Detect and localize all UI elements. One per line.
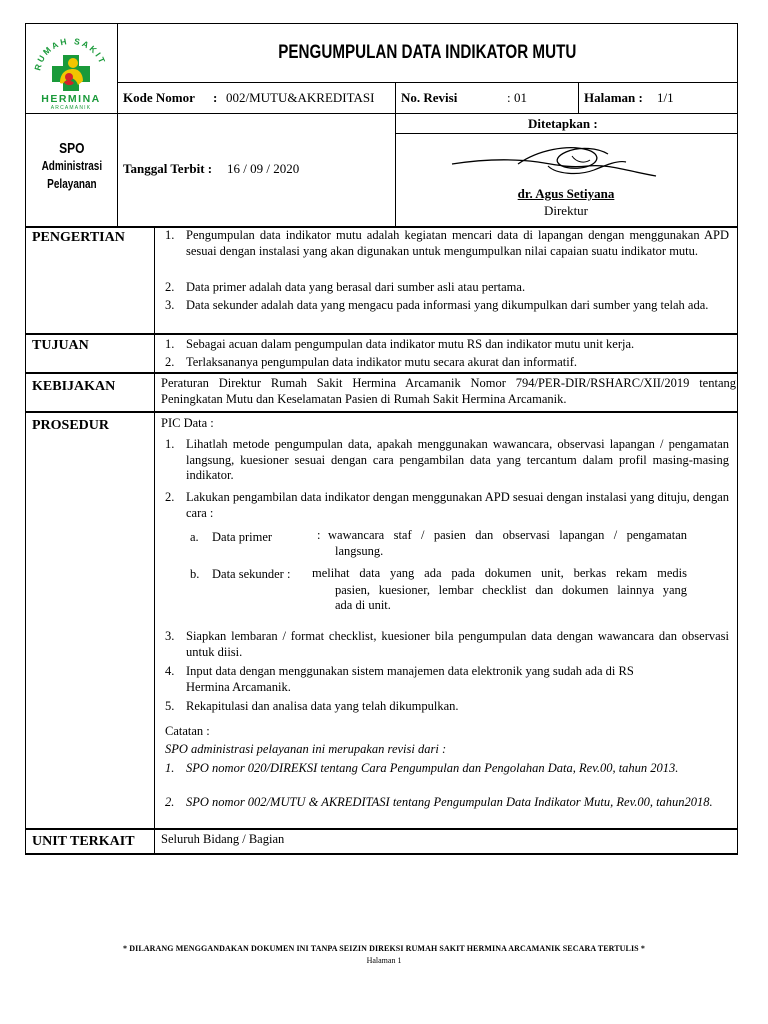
spo-sub-2: Pelayanan bbox=[46, 177, 97, 191]
prosedur-step-3: Siapkan lembaran / format checklist, kuesioner bila pengumpulan data dengan wawancara dan observasi untuk diisi. bbox=[186, 629, 729, 659]
pengertian-item-1: Pengumpulan data indikator mutu adalah kegiatan mencari data di lapangan dengan menggunakan APD sesuai dengan instalasi yang akan digunakan untuk mengumpulkan nilai capaian suatu indikator mutu. bbox=[186, 228, 729, 258]
revisi-value: 01 bbox=[514, 90, 527, 105]
signer-name: dr. Agus Setiyana bbox=[517, 186, 615, 201]
pic-data-label: PIC Data : bbox=[161, 416, 214, 430]
signer-title: Direktur bbox=[543, 203, 589, 218]
pengertian-number-1: 1. bbox=[165, 228, 175, 242]
footer-warning: * DILARANG MENGGANDAKAN DOKUMEN INI TANPA SEIZIN DIREKSI RUMAH SAKIT HERMINA ARCAMANIK SECARA TERTULIS * bbox=[123, 944, 645, 953]
pengertian-label: PENGERTIAN bbox=[32, 230, 125, 245]
step-number-2: 2. bbox=[165, 490, 175, 504]
spo-sub-1: Administrasi bbox=[41, 159, 102, 173]
logo-name: HERMINA bbox=[41, 93, 101, 105]
note-item-1: SPO nomor 020/DIREKSI tentang Cara Pengumpulan dan Pengolahan Data, Rev.00, tahun 2013. bbox=[186, 761, 679, 775]
prosedur-step-1: Lihatlah metode pengumpulan data, apakah menggunakan wawancara, observasi lapangan / pengamatan langsung, kuesioner sesuai dengan cara pengambilan data yang tercantum dalam profil masing-masing indikator. bbox=[186, 437, 729, 482]
tujuan-item-1: Sebagai acuan dalam pengumpulan data indikator mutu RS dan indikator mutu unit kerja. bbox=[186, 337, 635, 351]
sub-a-marker: a. bbox=[190, 530, 199, 544]
tujuan-number-2: 2. bbox=[165, 355, 175, 369]
revisi-label: No. Revisi bbox=[401, 90, 458, 105]
step-number-3: 3. bbox=[165, 629, 175, 643]
revisi-separator: : bbox=[507, 90, 511, 105]
sub-a-label: Data primer bbox=[212, 530, 273, 544]
pengertian-number-3: 3. bbox=[165, 298, 175, 312]
note-intro: SPO administrasi pelayanan ini merupakan revisi dari : bbox=[165, 742, 447, 756]
kode-nomor-value: 002/MUTU&AKREDITASI bbox=[226, 90, 375, 105]
sub-a-separator: : bbox=[317, 528, 321, 542]
spo-label: SPO bbox=[58, 140, 85, 157]
catatan-label: Catatan : bbox=[165, 724, 210, 738]
kebijakan-text: Peraturan Direktur Rumah Sakit Hermina Arcamanik Nomor 794/PER-DIR/RSHARC/XII/2019 tentang Peningkatan Mutu dan Keselamatan Pasien di Rumah Sakit Hermina Arcamanik. bbox=[161, 376, 736, 406]
step-number-4: 4. bbox=[165, 664, 175, 678]
tanggal-terbit-label: Tanggal Terbit : bbox=[123, 161, 213, 176]
step-number-1: 1. bbox=[165, 437, 175, 451]
sub-a-line-2: langsung. bbox=[335, 544, 384, 558]
sub-b-line-3: ada di unit. bbox=[335, 598, 391, 612]
prosedur-step-2: Lakukan pengambilan data indikator dengan menggunakan APD sesuai dengan instalasi yang dituju, dengan cara : bbox=[186, 490, 729, 520]
sub-a-line-1: wawancara staf / pasien dan observasi lapangan / pengamatan bbox=[328, 528, 687, 542]
signature-image bbox=[448, 140, 660, 182]
tujuan-item-2: Terlaksananya pengumpulan data indikator mutu secara akurat dan informatif. bbox=[186, 355, 577, 369]
logo-arc-text: RUMAH SAKIT bbox=[32, 35, 109, 72]
prosedur-step-4-line-1: Input data dengan menggunakan sistem manajemen data elektronik yang sudah ada di RS bbox=[186, 664, 634, 678]
prosedur-step-4-line-2: Hermina Arcamanik. bbox=[186, 680, 291, 694]
prosedur-step-5: Rekapitulasi dan analisa data yang telah dikumpulkan. bbox=[186, 699, 459, 713]
pengertian-item-2: Data primer adalah data yang berasal dari sumber asli atau pertama. bbox=[186, 280, 526, 294]
note-number-2: 2. bbox=[165, 795, 175, 809]
note-number-1: 1. bbox=[165, 761, 175, 775]
pengertian-number-2: 2. bbox=[165, 280, 175, 294]
note-item-2: SPO nomor 002/MUTU & AKREDITASI tentang Pengumpulan Data Indikator Mutu, Rev.00, tahun2018. bbox=[186, 795, 713, 809]
kebijakan-label: KEBIJAKAN bbox=[32, 379, 116, 394]
footer-page-number: Halaman 1 bbox=[366, 956, 402, 965]
sub-b-line-1: melihat data yang ada pada dokumen unit, berkas rekam medis bbox=[312, 566, 687, 580]
pengertian-item-3: Data sekunder adalah data yang mengacu pada informasi yang dikumpulkan dari sumber yang telah ada. bbox=[186, 298, 709, 312]
document-title: PENGUMPULAN DATA INDIKATOR MUTU bbox=[278, 42, 577, 63]
hospital-logo bbox=[28, 25, 114, 110]
tujuan-label: TUJUAN bbox=[32, 338, 89, 353]
sub-b-line-2: pasien, kuesioner, lembar checklist dan dokumen lainnya yang bbox=[335, 583, 687, 597]
unit-terkait-label: UNIT TERKAIT bbox=[32, 834, 135, 849]
sub-b-label: Data sekunder : bbox=[212, 567, 291, 581]
halaman-value: 1/1 bbox=[657, 90, 674, 105]
sub-b-marker: b. bbox=[190, 567, 200, 581]
tanggal-terbit-value: 16 / 09 / 2020 bbox=[227, 161, 300, 176]
ditetapkan-label: Ditetapkan : bbox=[528, 116, 598, 131]
logo-branch: ARCAMANIK bbox=[50, 105, 92, 111]
step-number-5: 5. bbox=[165, 699, 175, 713]
signature-icon bbox=[448, 140, 660, 182]
halaman-label: Halaman : bbox=[584, 90, 643, 105]
kode-nomor-label: Kode Nomor bbox=[123, 90, 195, 105]
spo-block bbox=[26, 140, 117, 193]
unit-terkait-text: Seluruh Bidang / Bagian bbox=[161, 832, 285, 846]
kode-nomor-separator: : bbox=[213, 90, 218, 105]
prosedur-label: PROSEDUR bbox=[32, 418, 110, 433]
tujuan-number-1: 1. bbox=[165, 337, 175, 351]
